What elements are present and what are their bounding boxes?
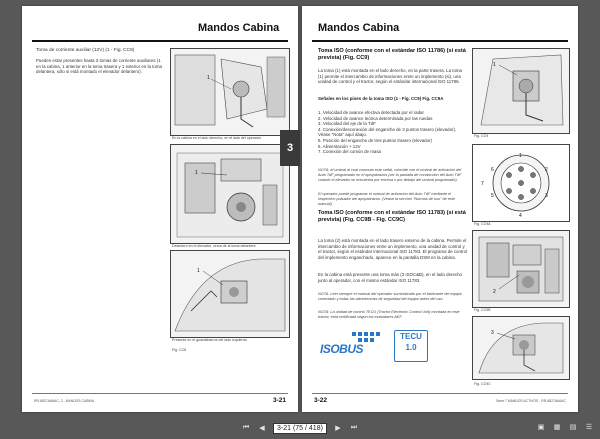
last-page-icon[interactable]: ⏭ [350,424,358,431]
list-item: 2. Velocidad de avance teórica determinada por las ruedas [318,115,433,121]
pin-signal-list [318,110,468,155]
left-page [22,6,298,412]
list-item: 3. Velocidad del eje de la TdF [318,121,376,127]
grid-view-icon[interactable]: ▦ [553,424,561,431]
fig-label-cc9b: Fig. CC9B [474,308,491,312]
svg-text:3: 3 [545,193,548,199]
note-operator-manual: NOTA: Leer siempre el manual del operador suministrado por el fabricante del equipo conectado y todas las advertencias de seguridad del equipo antes del uso. [318,292,462,301]
tecu-version: 1.0 [405,343,417,352]
heading-iso-11783: Toma ISO (conforme con el estándar ISO 11783) (si está prevista) (Fig. CC9B - Fig. CC9C) [318,210,466,223]
svg-text:5: 5 [491,193,494,199]
note-tecu: NOTA: La unidad de control TECU (Tractor Electronic Control Unit) montada en este tractor, está certificada según los estándares AEF. [318,310,460,319]
list-item: 7. Conexión del común de masa [318,149,381,155]
fig-label-cc9c: Fig. CC9C [474,382,491,386]
svg-text:1: 1 [207,75,210,81]
viewer-toolbar [0,417,600,439]
svg-text:1: 1 [195,170,198,176]
thumbnail-view-icon[interactable]: ▤ [569,424,577,431]
list-item: 1. Velocidad de avance efectiva detectada por el radar [318,110,424,115]
figure-3-caption: Presente en el guardabarros del lado izquierdo [172,338,247,342]
page-indicator-input[interactable]: 3-21 (75 / 418) [273,423,327,434]
svg-text:2: 2 [545,167,548,173]
paragraph-iso-cab: En la cabina está presente una toma más (3 ISOC&B), en el lado derecho junto al operador, con el mismo estándar ISO 11783. [318,272,462,283]
page-number: 3-22 [314,397,328,404]
figure-3-illustration [170,250,290,338]
svg-text:2: 2 [493,289,496,295]
figure-cc9c [472,316,570,380]
tecu-label: TECU [400,332,422,341]
svg-text:1: 1 [519,153,522,159]
figure-2-caption: Delantero en el elevador, cerca de la toma delantera [172,244,256,248]
footer-rule [32,393,288,394]
figure-cc9 [472,48,570,134]
figure-cc9b [472,230,570,308]
right-page [302,6,578,412]
note-threshold-program: El operador puede programar el umbral de activación del Auto TdF mediante el respectivo pulsador del apoyabrazos. (Véase la sección "Normas de uso" de este manual). [318,192,455,206]
fit-page-icon[interactable]: ▣ [537,424,545,431]
header-rule [32,40,288,42]
svg-text:3: 3 [491,330,494,336]
paragraph-iso-11786: La toma (1) está montada en el lado derecho, en la parte trasera. La toma (1) permite el intercambio de informaciones entre un implemento (si), una unidad de control y el tractor, según el estándar internacional ISO 11786. [318,68,463,85]
isobus-wordmark: ISOBUS [320,342,364,356]
svg-text:7: 7 [481,181,484,187]
tecu-badge [394,330,428,362]
menu-icon[interactable]: ☰ [585,424,593,431]
chapter-tab: 3 [280,130,300,166]
heading-pin-signals: Señales en los pines de la toma ISO (1 - Fig. CC9) Fig. CC9A [318,96,444,101]
footer-rule [312,393,568,394]
svg-text:4: 4 [519,213,522,219]
fig-label-cc9a: Fig. CC9A [474,222,491,226]
section-title: Toma de corriente auxiliar (12V) (1 - Fig. CC8) [36,48,135,53]
section-body: Pueden estar presentes hasta 3 tomas de corriente auxiliares (1 en la cabina, 1 anterior en la toma trasera y 1 exterior en la toma delantera, sólo si está montado el elevador delantero). [36,58,162,75]
figure-cc9a-pin-diagram [472,144,570,222]
isobus-logo [320,330,388,360]
figure-2-illustration [170,144,290,244]
first-page-icon[interactable]: ⏮ [242,424,250,431]
page-header: Mandos Cabina [318,22,400,34]
note-threshold: NOTA: el umbral al cual conmuta este señal, coincide con el umbral de activación del Auto TdF programado en el apoyabrazos (ver la pantalla de conducción del Auto TdF cuando el elevador se encuentra por encima o por debajo del umbral programado). [318,168,462,182]
svg-text:6: 6 [491,167,494,173]
prev-page-icon[interactable]: ◀ [259,425,265,432]
figure-1-caption: En la cabina en el lado derecho, en el lado del operador [172,136,262,140]
fig-label-cc9: Fig. CC9 [474,134,489,138]
paragraph-iso-11783: La toma (2) está montada en el lado trasero externo de la cabina. Permite el intercambio de informaciones entre un implemento, una unidad de control y el tractor, según el estándar internacional ISO 11783. El programa de control del implemento enganchado, aparece en la pantalla DSM en la cabina. [318,238,468,260]
list-item: 4. Conexión/desconexión del enganche de 3 puntos trasero (elevador). Véase "Nota" aquí abajo. [318,126,457,138]
header-rule [312,40,568,42]
figure-label: Fig. CC8 [172,348,187,352]
figure-1-illustration [170,48,290,136]
svg-text:1: 1 [197,268,200,274]
svg-text:1: 1 [493,62,496,68]
footer-code: Serie 7 MANDOS ACTIVOS - RR-6827A6AAC [496,399,566,403]
heading-iso-11786: Toma ISO (conforme con el estándar ISO 11786) (si está prevista) (Fig. CC9) [318,48,466,61]
page-number: 3-21 [272,397,286,404]
toolbar-right-group [536,422,594,432]
list-item: 5. Posición del enganche de tres puntos trasero (elevador) [318,137,432,143]
next-page-icon[interactable]: ▶ [335,425,341,432]
list-item: 6. Alimentación + 12V [318,143,361,149]
footer-code: RR-6827A6AAC- 2 - MANDOS CABINA [34,399,95,403]
page-header: Mandos Cabina [198,22,280,34]
